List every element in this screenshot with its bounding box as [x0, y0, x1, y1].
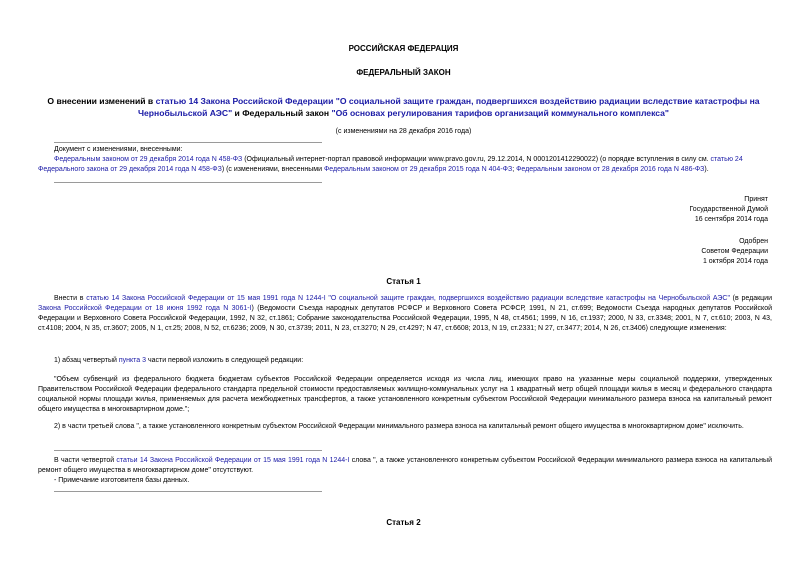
title-link-tariffs-law[interactable]: "Об основах регулирования тарифов организаций коммунального комплекса" — [331, 108, 670, 118]
article1-quote: "Объем субвенций из федерального бюджета бюджетам субъектов Российской Федерации определяется исходя из числа лиц, имеющих право на указанные меры социальной поддержки, утвержденных Правительством Российской Федерации федерального стандарта предельной стоимости предоставляемых жилищно-коммунальных услуг на 1 квадратный метр общей площади жилья в месяц и федерального стандарта социальной нормы площади жилья, применяемых для расчета межбюджетных трансфертов, а также установленного конкретным субъектом Российской Федерации минимального размера взноса на капитальный ремонт общего имущества в многоквартирном доме."; — [38, 376, 772, 413]
link-article14-law-1244[interactable]: статью 14 Закона Российской Федерации от 15 мая 1991 года N 1244-I "О социальной защите граждан, подвергшихся воздействию радиации вследствие катастрофы на Чернобыльской АЭС" — [86, 295, 730, 302]
adoption-duma — [568, 195, 768, 225]
article1-intro-text-1: Внести в — [54, 295, 87, 302]
title-link-article14[interactable]: статью 14 Закона Российской Федерации "О социальной защите граждан, подвергшихся воздействию радиации вследствие катастрофы на Чернобыльской АЭС" — [137, 96, 760, 118]
country-heading: РОССИЙСКАЯ ФЕДЕРАЦИЯ — [348, 44, 459, 53]
note-text-b: слова ", а также установленного конкретным субъектом Российской Федерации минимального размера взноса на капитальный ремонт общего имущества в многоквартирном доме" отсутствуют. — [38, 457, 772, 474]
article1-item2: 2) в части третьей слова ", а также установленного конкретным субъектом Российской Федерации минимального размера взноса на капитальный ремонт общего имущества в многоквартирном доме" исключить. — [54, 423, 744, 430]
approved-body: Советом Федерации — [701, 248, 768, 255]
changes-text-2: ) (с изменениями, внесенными — [221, 166, 324, 173]
changes-label: Документ с изменениями, внесенными: — [54, 146, 183, 153]
law-type-heading: ФЕДЕРАЛЬНЫЙ ЗАКОН — [356, 68, 451, 77]
law-title — [26, 95, 781, 119]
article1-intro-text-2: (в редакции — [729, 295, 772, 302]
changes-text-1: (Официальный интернет-портал правовой информации www.pravo.gov.ru, 29.12.2014, N 0001201412290022) (о порядке вступления в силу см. — [242, 156, 711, 163]
link-point3[interactable]: пункта 3 — [118, 357, 147, 364]
adopted-date: 16 сентября 2014 года — [694, 216, 768, 223]
changes-text-4: ). — [704, 166, 709, 173]
changes-list — [38, 155, 772, 175]
link-law-458[interactable]: Федеральным законом от 29 декабря 2014 года N 458-ФЗ — [54, 156, 243, 163]
changes-text-3: ; — [512, 166, 517, 173]
article1-item1 — [54, 356, 772, 366]
approved-date: 1 октября 2014 года — [702, 258, 768, 265]
database-note — [38, 456, 772, 476]
item1-text-b: части первой изложить в следующей редакции: — [146, 357, 304, 364]
divider-top — [54, 142, 322, 143]
adopted-label: Принят — [744, 196, 768, 203]
link-law-3061[interactable]: Закона Российской Федерации от 18 июня 1992 года N 3061-I — [38, 305, 252, 312]
changes-note: (с изменениями на 28 декабря 2016 года) — [335, 128, 472, 135]
divider-bottom — [54, 182, 322, 183]
article1-intro-text-3: ) (Ведомости Съезда народных депутатов РСФСР и Верховного Совета РСФСР, 1991, N 21, ст.699; Ведомости Съезда народных депутатов Российской Федерации и Верховного Совета Российской Федерации, 1992, N 32, ст.1861; Собрание законодательства Российской Федерации, 1995, N 48, ст.4561; 1999, N 16, ст.1937; 2000, N 33, ст.3348; 2001, N 7, ст.610; 2003, N 43, ст.4108; 2004, N 35, ст.3607; 2005, N 1, ст.25; 2008, N 52, ст.6236; 2009, N 30, ст.3739; 2011, N 23, ст.3270; N 29, ст.4297; N 47, ст.6608; 2013, N 19, ст.2331; N 27, ст.3477; 2014, N 26, ст.3406) следующие изменения: — [38, 305, 773, 332]
article2-heading: Статья 2 — [386, 518, 421, 527]
adoption-council — [568, 237, 768, 267]
database-note-remark: - Примечание изготовителя базы данных. — [54, 477, 190, 484]
link-law-404[interactable]: Федеральным законом от 29 декабря 2015 года N 404-ФЗ — [323, 166, 513, 173]
note-text-a: В части четвертой — [54, 457, 117, 464]
item1-text-a: 1) абзац четвертый — [54, 357, 119, 364]
note-divider-bottom — [54, 491, 322, 492]
link-article24-law-458[interactable]: статью 24 Федерального закона от 29 декабря 2014 года N 458-ФЗ — [38, 156, 743, 173]
approved-label: Одобрен — [739, 238, 768, 245]
link-article14-law-1244-note[interactable]: статьи 14 Закона Российской Федерации от 15 мая 1991 года N 1244-I — [116, 457, 350, 464]
adopted-body: Государственной Думой — [689, 206, 768, 213]
link-law-486[interactable]: Федеральным законом от 28 декабря 2016 года N 486-ФЗ — [516, 166, 705, 173]
title-text-2: и Федеральный закон — [232, 108, 332, 118]
article1-heading: Статья 1 — [386, 277, 421, 286]
note-divider-top — [54, 450, 322, 451]
title-text-1: О внесении изменений в — [47, 96, 156, 106]
article1-intro — [38, 294, 772, 334]
